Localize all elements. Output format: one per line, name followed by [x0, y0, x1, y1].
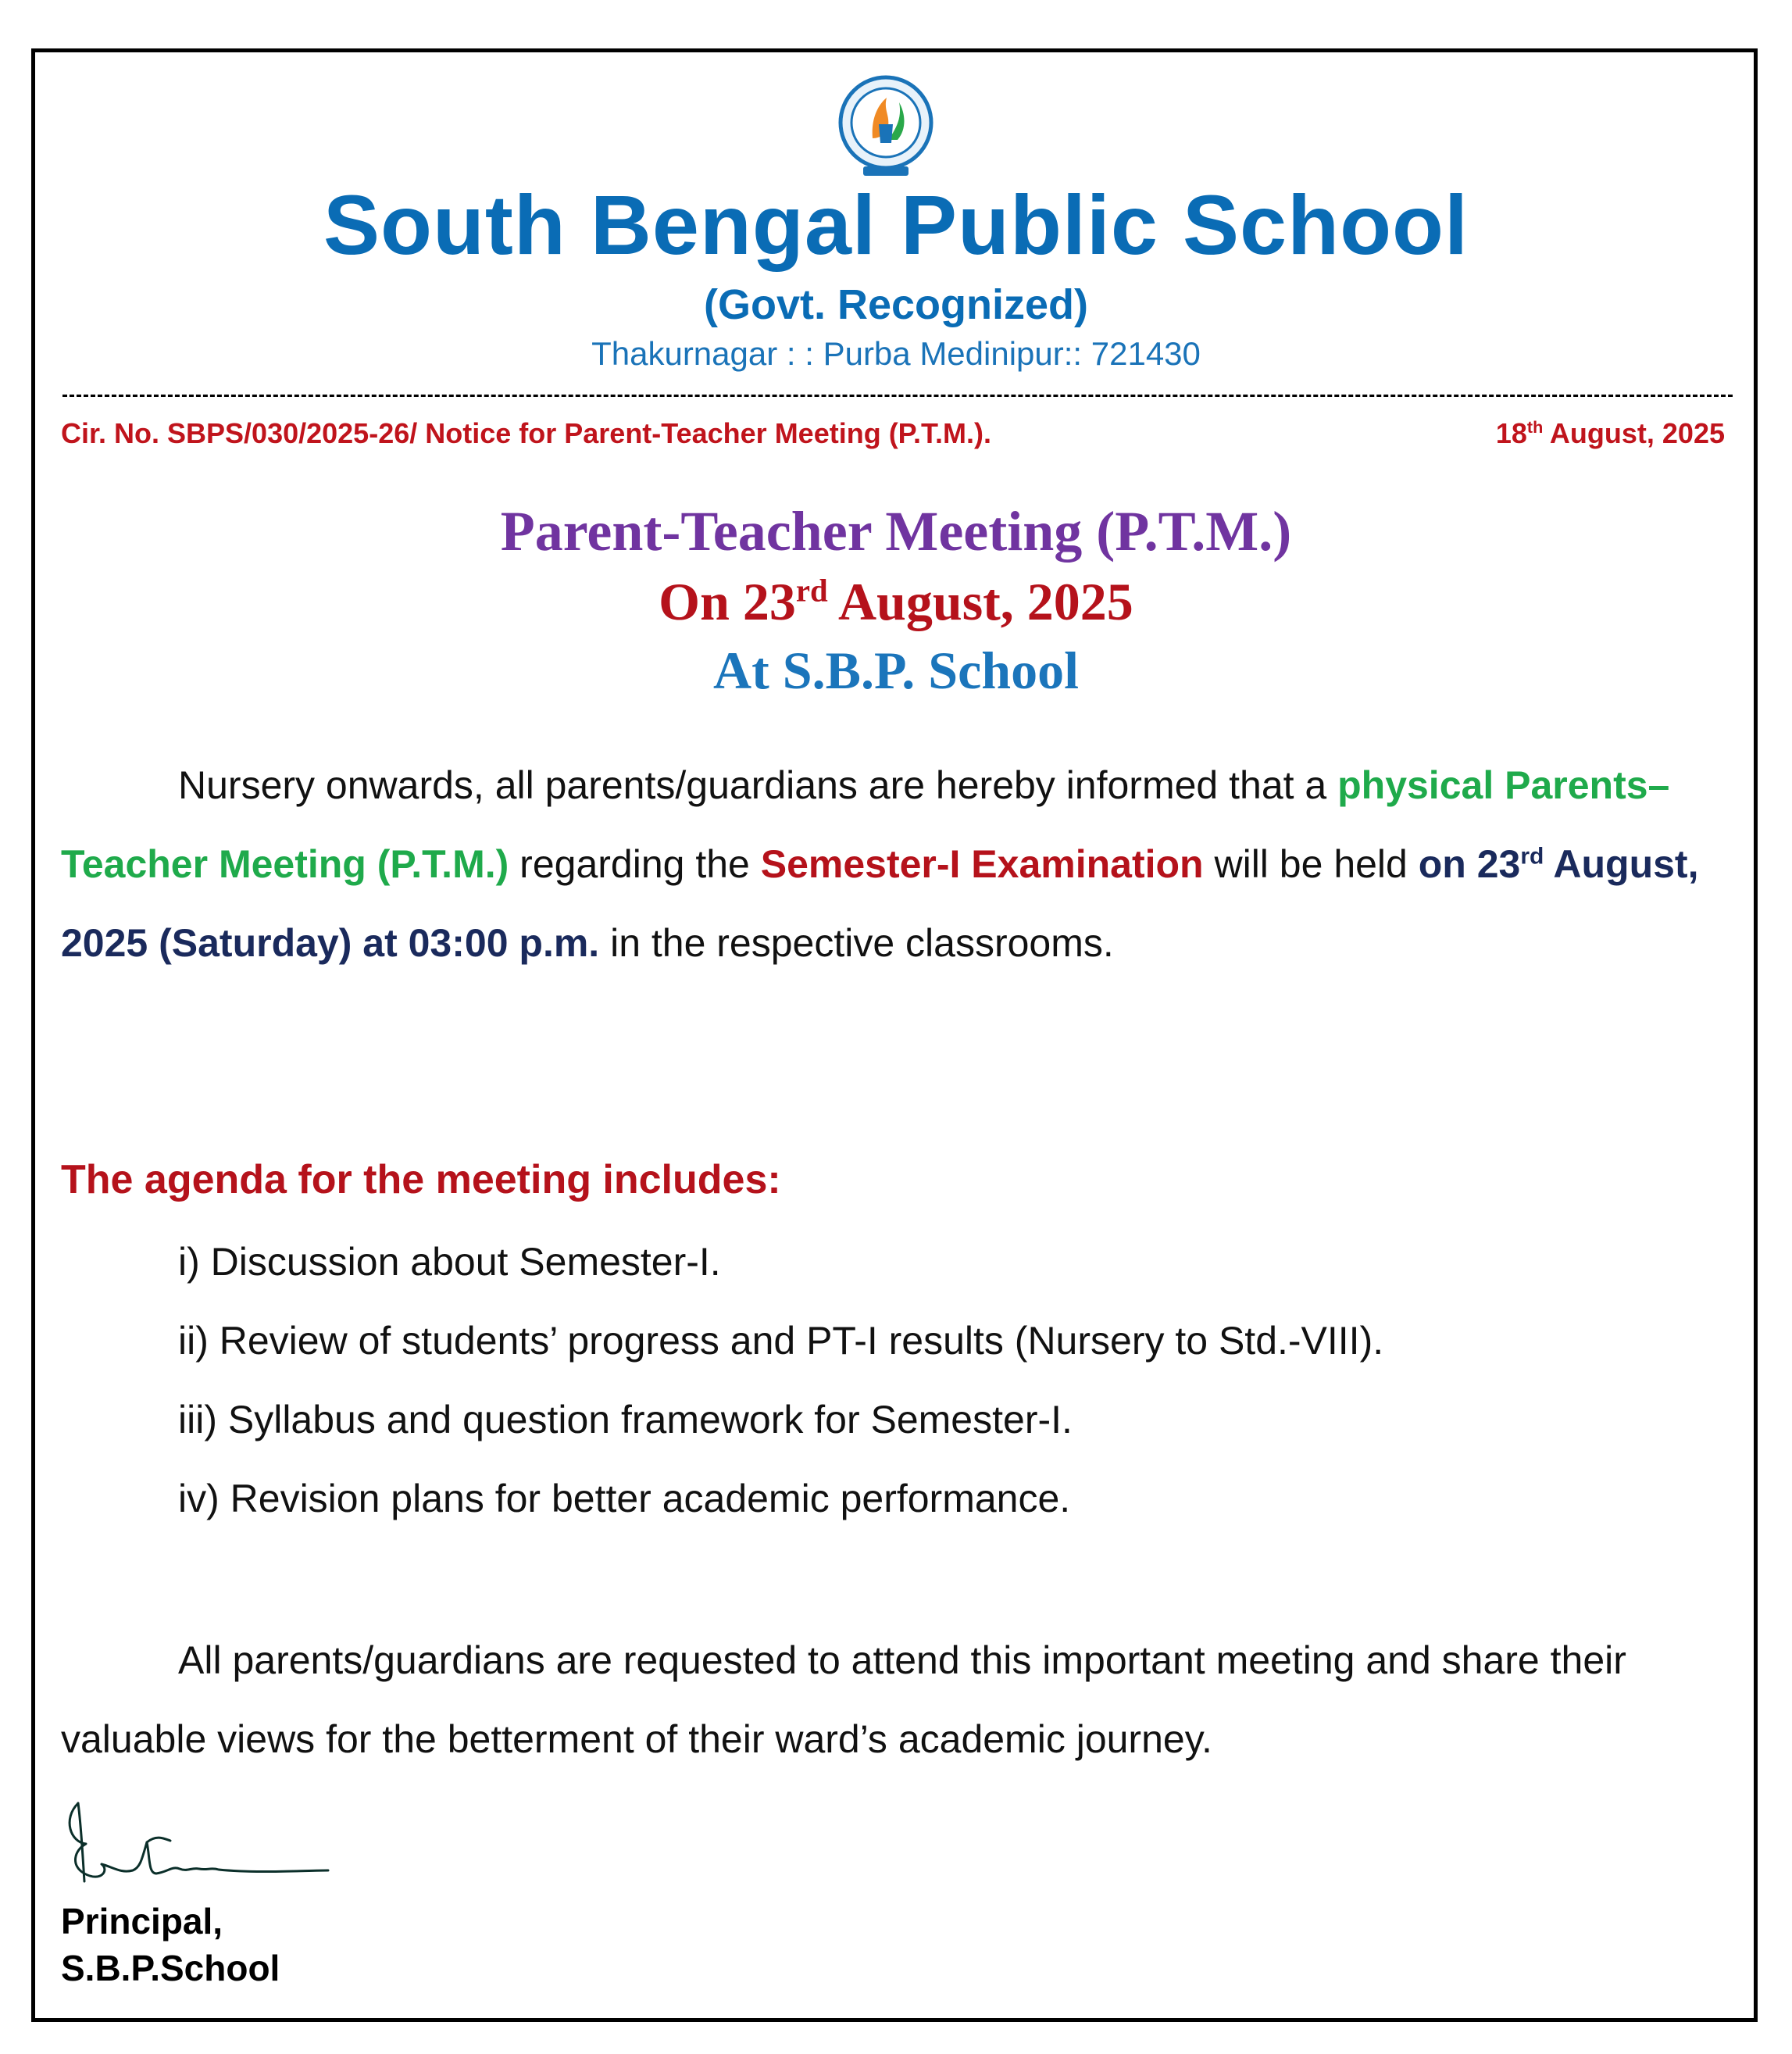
notice-date-sup: rd: [795, 573, 828, 609]
para-datetime-b: August, 2025 (Saturday) at 03:00 p.m.: [61, 842, 1699, 965]
notice-paragraph: [61, 746, 1733, 983]
agenda-heading: The agenda for the meeting includes:: [61, 1157, 781, 1202]
para-text-b: regarding the: [509, 842, 761, 886]
notice-title: Parent-Teacher Meeting (P.T.M.): [500, 500, 1292, 563]
circular-date-suffix: th: [1526, 417, 1544, 437]
para-text-d: in the respective classrooms.: [599, 921, 1114, 965]
signatory-school: S.B.P.School: [61, 1948, 280, 1988]
signatory-role: Principal,: [61, 1901, 223, 1941]
notice-date-a: On 23: [659, 572, 796, 631]
circular-number: Cir. No. SBPS/030/2025-26/ Notice for Parent-Teacher Meeting (P.T.M.).: [61, 417, 992, 449]
agenda-item: iv) Revision plans for better academic performance.: [178, 1477, 1071, 1520]
para-datetime-sup: rd: [1520, 843, 1544, 870]
notice-date-line: [0, 570, 1792, 633]
para-highlight-exam: Semester-I Examination: [760, 842, 1204, 886]
circular-date-day: 18: [1495, 417, 1527, 449]
circular-date: [1496, 414, 1725, 453]
para-text-c: will be held: [1203, 842, 1419, 886]
principal-signature: [55, 1795, 336, 1897]
agenda-item: ii) Review of students’ progress and PT-I results (Nursery to Std.-VIII).: [178, 1319, 1384, 1363]
notice-date-b: August, 2025: [827, 572, 1133, 631]
para-datetime-a: on 23: [1418, 842, 1521, 886]
circular-date-rest: August, 2025: [1543, 417, 1725, 449]
school-logo: [832, 74, 940, 182]
agenda-item: iii) Syllabus and question framework for Semester-I.: [178, 1398, 1073, 1441]
notice-venue: At S.B.P. School: [713, 641, 1079, 700]
dashed-divider: [62, 395, 1733, 397]
school-name: South Bengal Public School: [323, 177, 1469, 272]
closing-text: All parents/guardians are requested to attend this important meeting and share their valuable views for the betterment of their ward’s academic journey.: [61, 1638, 1626, 1761]
school-address: Thakurnagar : : Purba Medinipur:: 721430: [591, 335, 1201, 372]
para-text-a: Nursery onwards, all parents/guardians are hereby informed that a: [178, 763, 1338, 807]
recognition-status: (Govt. Recognized): [703, 281, 1088, 328]
agenda-list: [178, 1223, 1383, 1538]
closing-paragraph: [61, 1621, 1733, 1779]
para-highlight-ptm: physical Parents–Teacher Meeting (P.T.M.): [61, 763, 1670, 886]
agenda-item: i) Discussion about Semester-I.: [178, 1240, 721, 1284]
